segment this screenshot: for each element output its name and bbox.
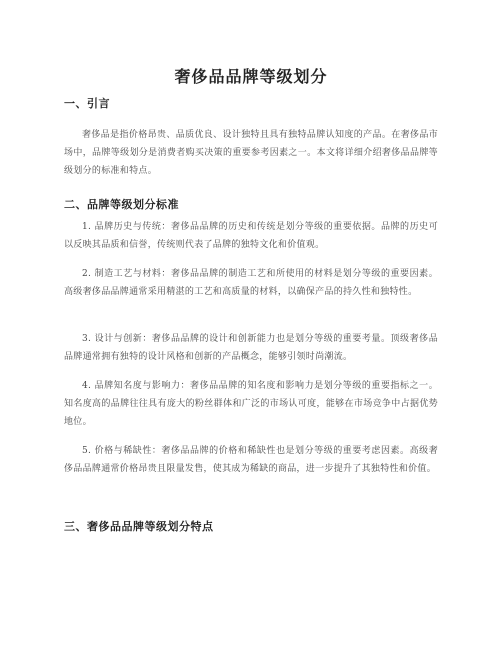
section-heading-introduction: 一、引言 (64, 97, 110, 110)
paragraph-criteria-price: 5. 价格与稀缺性：奢侈品品牌的价格和稀缺性也是划分等级的重要考虑因素。高级奢侈品品牌通常价格昂贵且限量发售，使其成为稀缺的商品，进一步提升了其独特性和价值。 (64, 446, 438, 474)
paragraph-criteria-design: 3. 设计与创新：奢侈品品牌的设计和创新能力也是划分等级的重要考量。顶级奢侈品品牌通常拥有独特的设计风格和创新的产品概念，能够引领时尚潮流。 (64, 334, 438, 362)
paragraph-criteria-craft: 2. 制造工艺与材料：奢侈品品牌的制造工艺和所使用的材料是划分等级的重要因素。高级奢侈品品牌通常采用精湛的工艺和高质量的材料，以确保产品的持久性和独特性。 (64, 269, 438, 297)
section-heading-characteristics: 三、奢侈品品牌等级划分特点 (64, 520, 214, 533)
paragraph-criteria-history: 1. 品牌历史与传统：奢侈品品牌的历史和传统是划分等级的重要依据。品牌的历史可以反映其品质和信誉，传统则代表了品牌的独特文化和价值观。 (64, 222, 438, 250)
paragraph-criteria-awareness: 4. 品牌知名度与影响力：奢侈品品牌的知名度和影响力是划分等级的重要指标之一。知名度高的品牌往往具有庞大的粉丝群体和广泛的市场认可度，能够在市场竞争中占据优势地位。 (64, 381, 438, 427)
section-heading-criteria: 二、品牌等级划分标准 (64, 198, 179, 211)
paragraph-introduction: 奢侈品是指价格昂贵、品质优良、设计独特且具有独特品牌认知度的产品。在奢侈品市场中，品牌等级划分是消费者购买决策的重要参考因素之一。本文将详细介绍奢侈品品牌等级划分的标准和特点。 (64, 130, 438, 176)
document-title: 奢侈品品牌等级划分 (174, 67, 328, 86)
